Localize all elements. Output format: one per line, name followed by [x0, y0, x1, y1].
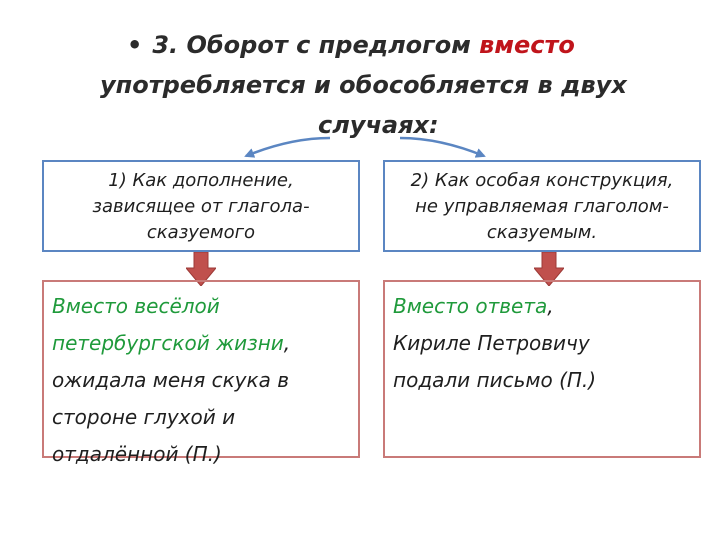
title-line-2: употребляется и обособляется в двух: [100, 71, 627, 99]
case-2-heading-box: [383, 160, 701, 252]
title-prefix: 3. Оборот с предлогом: [152, 31, 480, 59]
example-line: Кириле Петровичу: [393, 331, 590, 355]
case-2-heading-line: 2) Как особая конструкция,: [410, 170, 674, 191]
example-line: ожидала меня скука в: [52, 368, 289, 392]
case-2-example-box: [383, 280, 701, 458]
case-2-heading-line: не управляемая глаголом-: [415, 196, 669, 217]
title-line-3: случаях:: [318, 111, 439, 139]
example-line: [52, 325, 350, 362]
example-green-text: Вместо ответа: [393, 294, 548, 318]
arrow-right-icon: [400, 138, 484, 156]
case-1-heading-line: сказуемого: [146, 222, 256, 243]
case-1-heading-box: [42, 160, 360, 252]
example-green-text: петербургской жизни: [52, 331, 284, 355]
case-2-heading-line: сказуемым.: [486, 222, 598, 243]
example-line: [52, 288, 350, 325]
example-line: [393, 288, 691, 325]
example-green-text: Вместо весёлой: [52, 294, 220, 318]
case-1-heading-line: 1) Как дополнение,: [108, 170, 294, 191]
case-1-heading-line: зависящее от глагола-: [92, 196, 310, 217]
example-line: подали письмо (П.): [393, 368, 597, 392]
example-comma: ,: [283, 331, 291, 355]
example-line: отдалённой (П.): [52, 442, 222, 466]
case-1-example-box: [42, 280, 360, 466]
bullet-icon: •: [127, 31, 143, 59]
example-comma: ,: [547, 294, 554, 318]
title-highlight-word: вместо: [479, 31, 575, 59]
arrow-left-icon: [246, 138, 330, 156]
example-line: стороне глухой и: [52, 405, 236, 429]
